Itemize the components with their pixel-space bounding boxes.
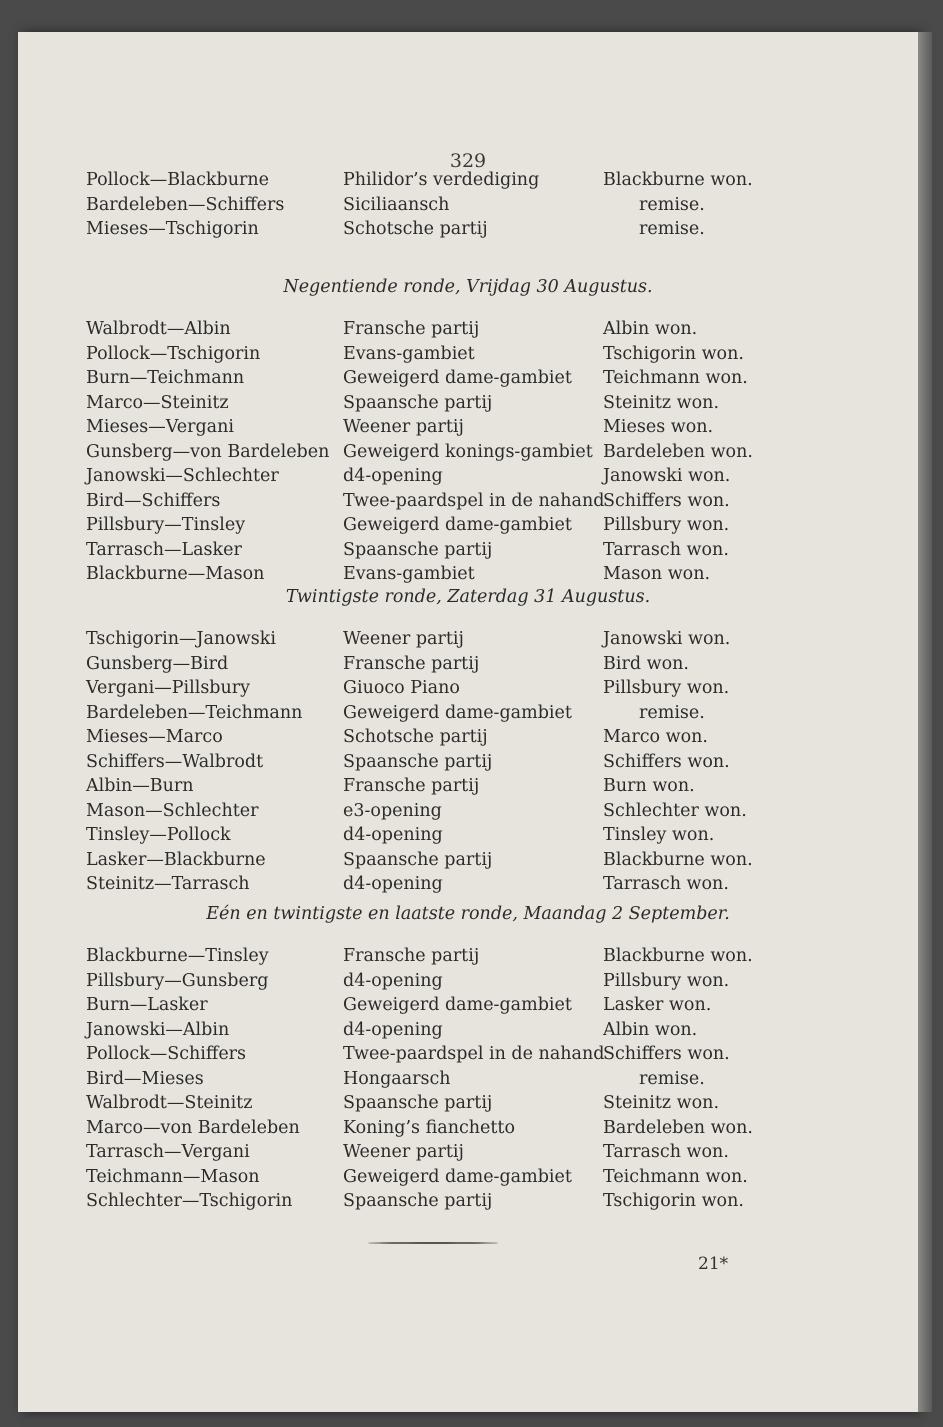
game-result: Bird won. — [603, 653, 689, 674]
game-result: Tschigorin won. — [603, 343, 744, 364]
game-players: Bird—Mieses — [86, 1068, 204, 1089]
game-players: Tarrasch—Lasker — [86, 539, 242, 560]
game-players: Mieses—Tschigorin — [86, 219, 259, 239]
game-players: Gunsberg—von Bardeleben — [86, 441, 330, 462]
game-result: Bardeleben won. — [603, 1117, 753, 1138]
game-players: Walbrodt—Albin — [86, 319, 231, 339]
game-row — [18, 801, 918, 825]
game-result: Pillsbury won. — [603, 515, 730, 535]
game-players: Schiffers—Walbrodt — [86, 751, 264, 772]
game-opening: Fransche partij — [343, 776, 480, 796]
game-result: Lasker won. — [603, 995, 712, 1015]
game-result: remise. — [639, 702, 705, 723]
game-result: Mieses won. — [603, 417, 714, 437]
game-result: remise. — [639, 219, 705, 239]
game-result: Tinsley won. — [603, 825, 715, 845]
game-players: Steinitz—Tarrasch — [86, 874, 250, 894]
game-result: Schiffers won. — [603, 490, 730, 511]
game-result: Teichmann won. — [603, 368, 748, 388]
round-heading: Eén en twintigste en laatste ronde, Maandag 2 September. — [206, 904, 730, 924]
game-opening: Weener partij — [343, 417, 464, 437]
game-players: Tinsley—Pollock — [86, 825, 231, 845]
game-row — [18, 654, 918, 678]
game-players: Teichmann—Mason — [86, 1166, 260, 1187]
game-row — [18, 825, 918, 849]
game-row — [18, 368, 918, 392]
game-row — [18, 491, 918, 515]
game-players: Bardeleben—Schiffers — [86, 194, 285, 215]
game-result: remise. — [639, 1068, 705, 1089]
page-number: 329 — [449, 150, 487, 172]
game-players: Bardeleben—Teichmann — [86, 702, 303, 723]
game-result: Albin won. — [603, 1019, 698, 1040]
game-opening: Siciliaansch — [343, 194, 450, 215]
game-opening: Twee-paardspel in de nahand — [343, 490, 605, 511]
game-opening: Weener partij — [343, 1142, 464, 1162]
game-row — [18, 442, 918, 466]
game-opening: Fransche partij — [343, 319, 480, 339]
game-result: Teichmann won. — [603, 1166, 748, 1187]
game-row — [18, 946, 918, 970]
game-opening: Koning’s fianchetto — [343, 1117, 515, 1138]
game-row — [18, 170, 918, 194]
game-opening: Geweigerd dame-gambiet — [343, 515, 572, 535]
game-players: Burn—Lasker — [86, 995, 208, 1015]
game-players: Mieses—Vergani — [86, 417, 234, 437]
game-players: Pollock—Blackburne — [86, 170, 269, 190]
game-players: Mieses—Marco — [86, 727, 223, 747]
game-players: Janowski—Albin — [86, 1019, 230, 1040]
game-opening: Spaansche partij — [343, 849, 493, 870]
game-row — [18, 540, 918, 564]
book-page — [18, 32, 918, 1412]
game-row — [18, 629, 918, 653]
game-result: Janowski won. — [603, 466, 731, 486]
page-edge — [918, 32, 932, 1412]
game-opening: Fransche partij — [343, 946, 480, 966]
game-opening: Weener partij — [343, 629, 464, 649]
game-result: Blackburne won. — [603, 170, 753, 190]
game-players: Marco—von Bardeleben — [86, 1117, 300, 1138]
game-result: Blackburne won. — [603, 946, 753, 966]
round-heading: Twintigste ronde, Zaterdag 31 Augustus. — [285, 587, 651, 607]
game-players: Lasker—Blackburne — [86, 849, 266, 870]
game-players: Pollock—Tschigorin — [86, 343, 261, 364]
game-players: Pollock—Schiffers — [86, 1044, 247, 1064]
game-opening: Philidor’s verdediging — [343, 170, 540, 190]
game-opening: Spaansche partij — [343, 1093, 493, 1113]
game-row — [18, 344, 918, 368]
game-players: Tschigorin—Janowski — [86, 629, 276, 649]
game-result: Tarrasch won. — [603, 874, 729, 894]
game-players: Bird—Schiffers — [86, 490, 221, 511]
game-opening: Geweigerd dame-gambiet — [343, 702, 572, 723]
game-result: Schiffers won. — [603, 1044, 730, 1064]
game-result: Pillsbury won. — [603, 678, 730, 698]
game-players: Gunsberg—Bird — [86, 653, 229, 674]
game-row — [18, 393, 918, 417]
closing-rule — [368, 1242, 498, 1244]
game-row — [18, 466, 918, 490]
game-opening: Evans-gambiet — [343, 564, 475, 584]
game-players: Walbrodt—Steinitz — [86, 1093, 253, 1113]
game-row — [18, 995, 918, 1019]
game-opening: Spaansche partij — [343, 1191, 493, 1211]
game-row — [18, 319, 918, 343]
game-result: Marco won. — [603, 727, 708, 747]
game-result: Mason won. — [603, 564, 711, 584]
signature-mark: 21* — [698, 1254, 729, 1274]
game-result: Janowski won. — [603, 629, 731, 649]
game-players: Vergani—Pillsbury — [86, 678, 251, 698]
game-opening: Spaansche partij — [343, 392, 493, 413]
game-row — [18, 219, 918, 243]
game-opening: d4-opening — [343, 970, 443, 991]
game-opening: Hongaarsch — [343, 1068, 451, 1089]
game-result: Burn won. — [603, 776, 695, 796]
game-opening: d4-opening — [343, 825, 443, 845]
game-row — [18, 1093, 918, 1117]
game-players: Janowski—Schlechter — [86, 466, 279, 486]
game-result: Steinitz won. — [603, 1093, 720, 1113]
game-result: Tarrasch won. — [603, 1142, 729, 1162]
game-opening: Geweigerd konings-gambiet — [343, 441, 593, 462]
game-players: Schlechter—Tschigorin — [86, 1191, 293, 1211]
game-row — [18, 1044, 918, 1068]
game-players: Burn—Teichmann — [86, 368, 245, 388]
game-opening: Geweigerd dame-gambiet — [343, 368, 572, 388]
game-row — [18, 703, 918, 727]
game-result: remise. — [639, 194, 705, 215]
game-row — [18, 776, 918, 800]
game-opening: Schotsche partij — [343, 219, 488, 239]
game-opening: d4-opening — [343, 874, 443, 894]
game-opening: Geweigerd dame-gambiet — [343, 1166, 572, 1187]
game-row — [18, 1142, 918, 1166]
game-row — [18, 1191, 918, 1215]
game-opening: Schotsche partij — [343, 727, 488, 747]
game-row — [18, 971, 918, 995]
game-result: Pillsbury won. — [603, 970, 730, 991]
game-row — [18, 874, 918, 898]
game-row — [18, 417, 918, 441]
game-result: Schiffers won. — [603, 751, 730, 772]
game-row — [18, 727, 918, 751]
game-opening: Fransche partij — [343, 653, 480, 674]
game-row — [18, 1167, 918, 1191]
game-opening: Giuoco Piano — [343, 678, 460, 698]
game-result: Tschigorin won. — [603, 1191, 744, 1211]
game-row — [18, 1069, 918, 1093]
game-players: Pillsbury—Gunsberg — [86, 970, 269, 991]
game-opening: Evans-gambiet — [343, 343, 475, 364]
game-row — [18, 850, 918, 874]
game-players: Marco—Steinitz — [86, 392, 229, 413]
game-players: Mason—Schlechter — [86, 800, 259, 821]
game-row — [18, 195, 918, 219]
game-result: Blackburne won. — [603, 849, 753, 870]
game-result: Schlechter won. — [603, 800, 747, 821]
game-result: Bardeleben won. — [603, 441, 753, 462]
game-opening: d4-opening — [343, 1019, 443, 1040]
game-result: Steinitz won. — [603, 392, 720, 413]
game-result: Tarrasch won. — [603, 539, 729, 560]
game-row — [18, 678, 918, 702]
game-players: Blackburne—Tinsley — [86, 946, 269, 966]
game-opening: Spaansche partij — [343, 539, 493, 560]
game-row — [18, 564, 918, 588]
game-opening: d4-opening — [343, 466, 443, 486]
game-players: Albin—Burn — [86, 776, 194, 796]
game-players: Blackburne—Mason — [86, 564, 265, 584]
game-opening: Spaansche partij — [343, 751, 493, 772]
game-opening: e3-opening — [343, 800, 442, 821]
game-row — [18, 1020, 918, 1044]
game-opening: Twee-paardspel in de nahand — [343, 1044, 605, 1064]
game-opening: Geweigerd dame-gambiet — [343, 995, 572, 1015]
round-heading: Negentiende ronde, Vrijdag 30 Augustus. — [283, 277, 653, 297]
game-row — [18, 1118, 918, 1142]
game-row — [18, 752, 918, 776]
game-players: Pillsbury—Tinsley — [86, 515, 246, 535]
game-row — [18, 515, 918, 539]
game-players: Tarrasch—Vergani — [86, 1142, 250, 1162]
game-result: Albin won. — [603, 319, 698, 339]
